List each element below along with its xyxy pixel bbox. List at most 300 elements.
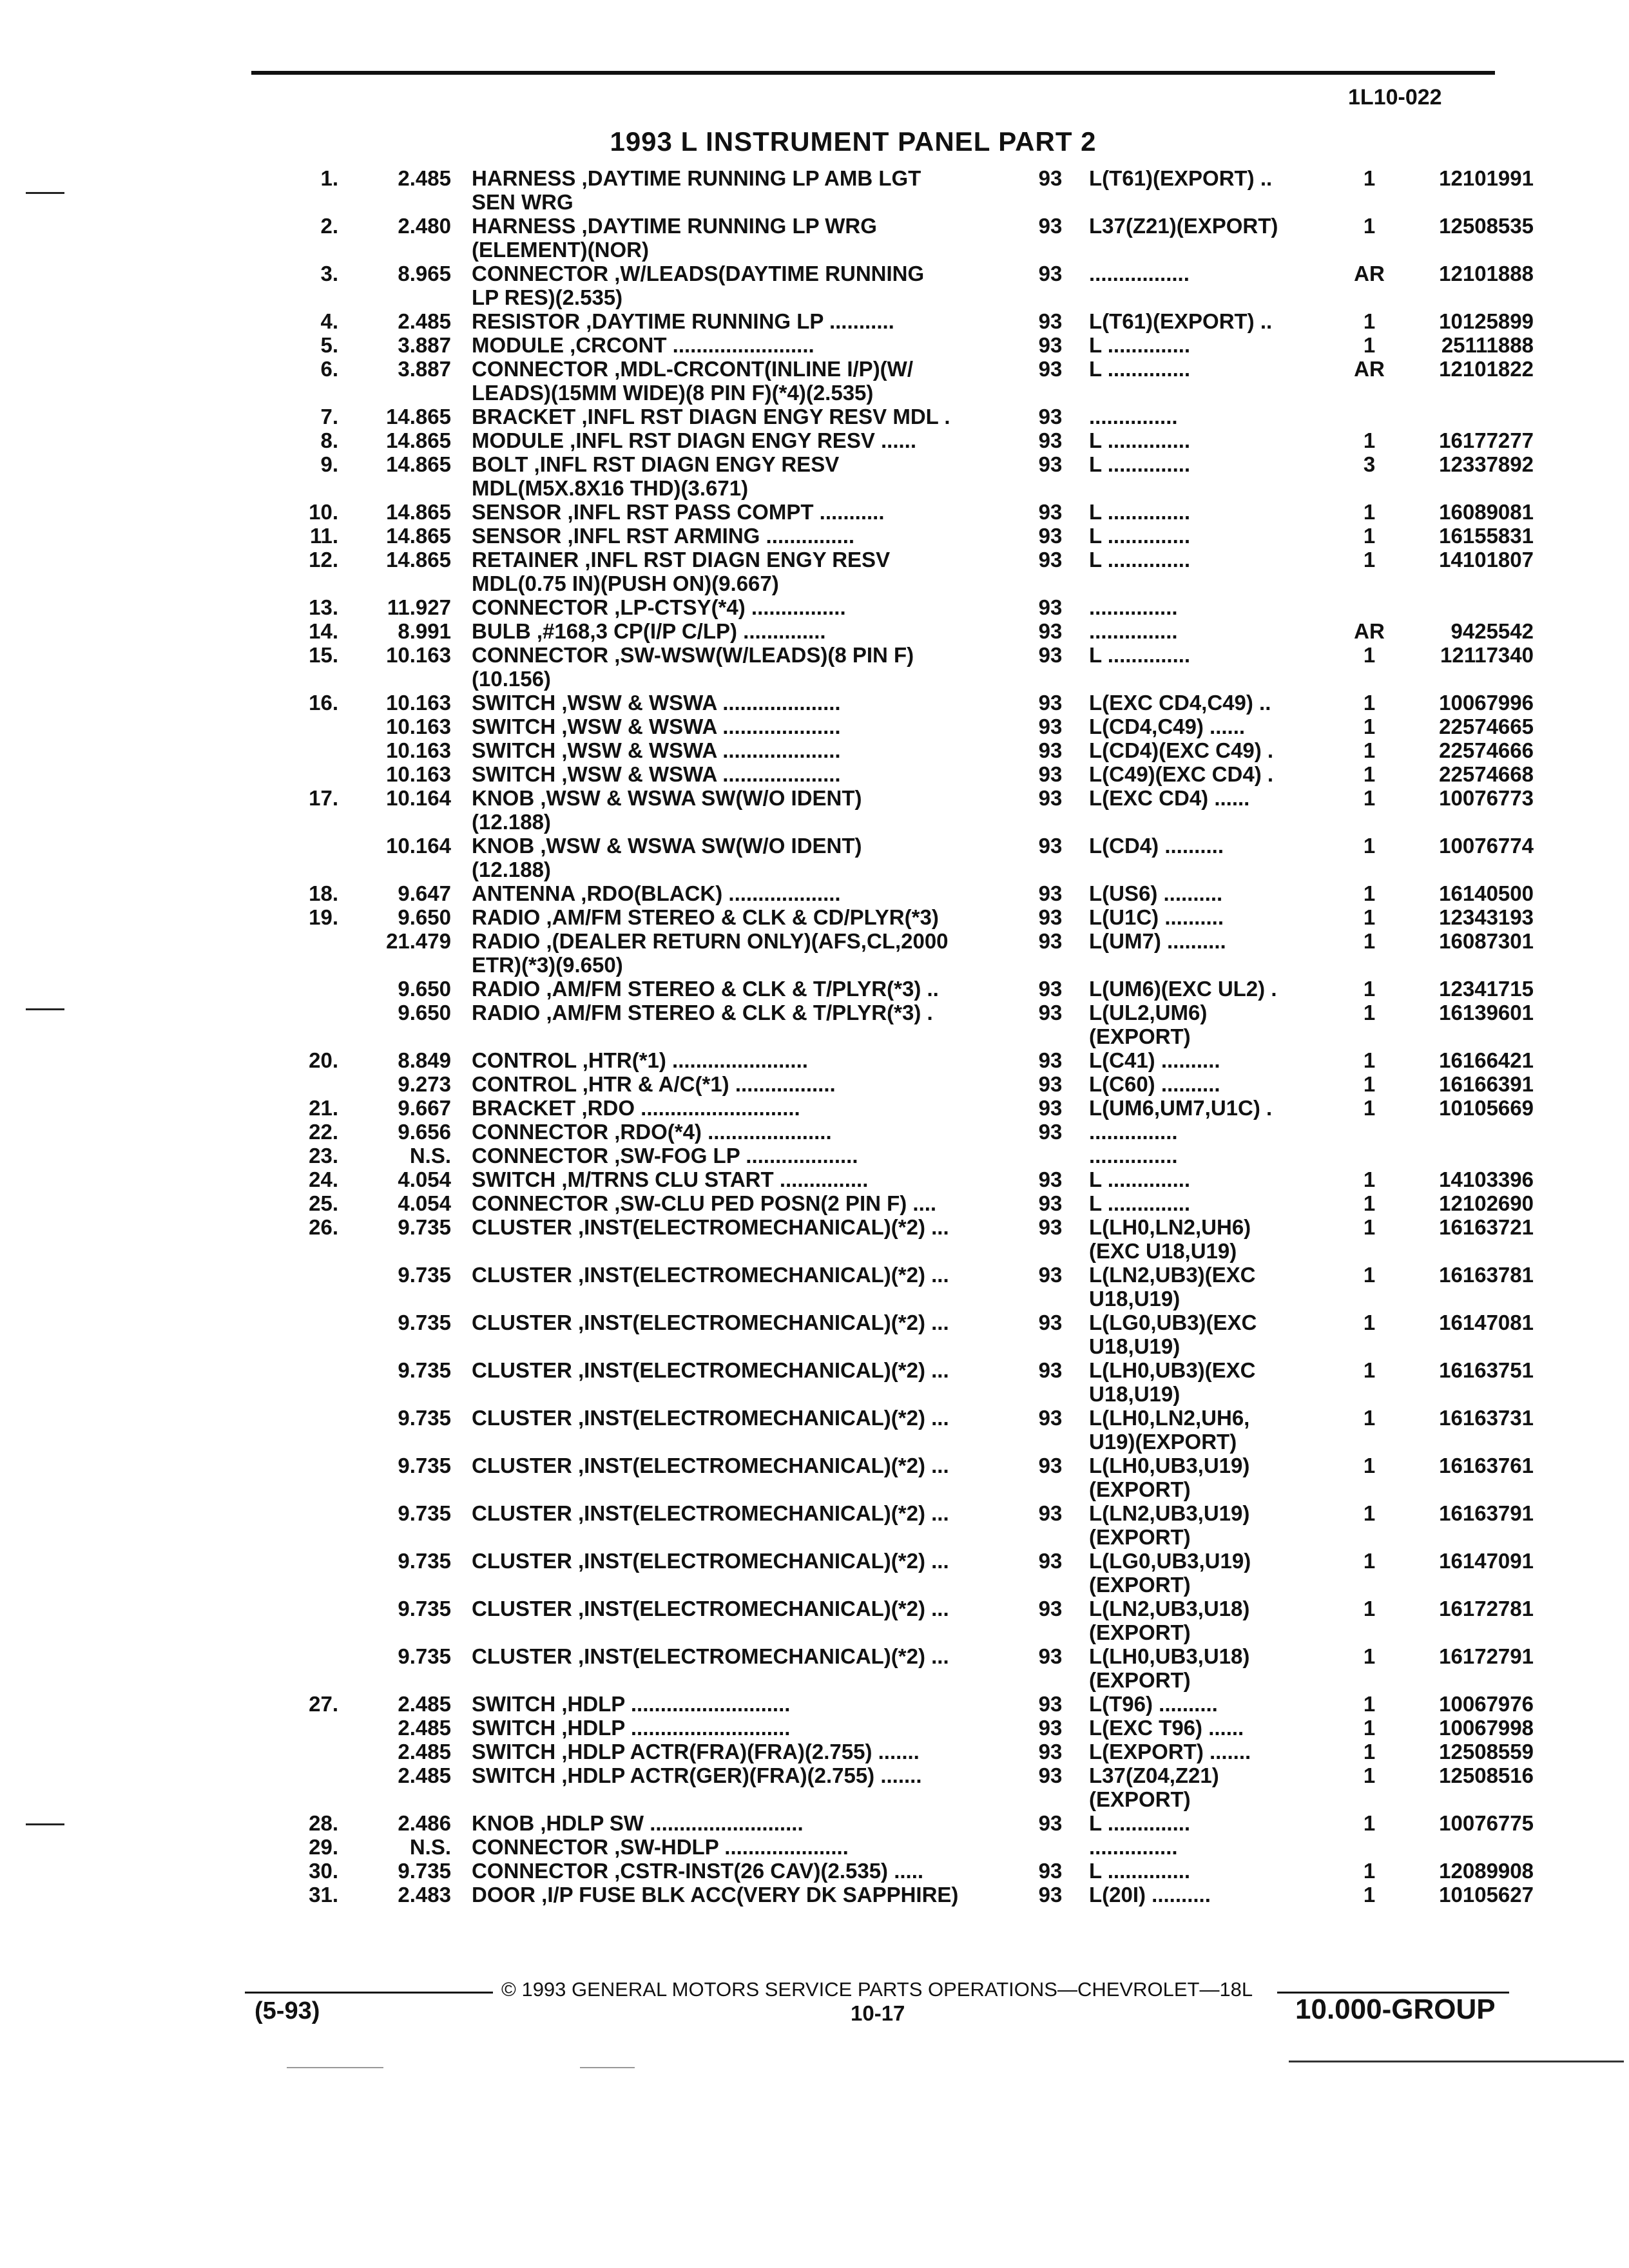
- part-number: 10105669: [1439, 1096, 1534, 1120]
- table-row: [0, 881, 1629, 905]
- year: 93: [1038, 1072, 1063, 1096]
- description: CLUSTER ,INST(ELECTROMECHANICAL)(*2) ...: [472, 1597, 949, 1620]
- table-row: [0, 357, 1629, 381]
- part-number: [1398, 285, 1534, 309]
- section-number: 10.163: [386, 738, 451, 762]
- item-number: 3.: [320, 262, 338, 285]
- part-number: [1398, 810, 1534, 834]
- description: SWITCH ,M/TRNS CLU START ...............: [472, 1168, 869, 1191]
- section-number: [0, 667, 451, 691]
- part-number: 10076775: [1439, 1811, 1534, 1835]
- table-row: [0, 190, 1629, 214]
- application: L ..............: [1089, 1859, 1191, 1883]
- part-number: 16140500: [1439, 881, 1534, 905]
- section-number: [0, 1430, 451, 1454]
- quantity: 1: [1363, 929, 1376, 953]
- quantity: 1: [1363, 500, 1376, 524]
- year: 93: [1038, 452, 1063, 476]
- quantity: 1: [1363, 881, 1376, 905]
- part-number: 16147091: [1439, 1549, 1534, 1573]
- table-row: [0, 810, 1629, 834]
- application: [1089, 667, 1340, 691]
- application: L(C60) ..........: [1089, 1072, 1220, 1096]
- section-number: [0, 1668, 451, 1692]
- table-row: [0, 476, 1629, 500]
- quantity: 1: [1363, 1311, 1376, 1334]
- section-number: N.S.: [409, 1835, 451, 1859]
- quantity: 1: [1363, 1549, 1376, 1573]
- description: MODULE ,CRCONT ........................: [472, 333, 815, 357]
- table-row: [0, 1120, 1629, 1144]
- item-number: 16.: [309, 691, 338, 715]
- part-number: 16163761: [1439, 1454, 1534, 1477]
- part-number: 12508559: [1439, 1740, 1534, 1763]
- application: ...............: [1089, 1144, 1178, 1168]
- table-row: [0, 953, 1629, 977]
- part-number: 12102690: [1439, 1191, 1534, 1215]
- table-row: [0, 1477, 1629, 1501]
- description: SWITCH ,HDLP ...........................: [472, 1716, 791, 1740]
- table-row: [0, 1311, 1629, 1334]
- application: [1089, 953, 1340, 977]
- table-row: [0, 1597, 1629, 1620]
- part-number: [1398, 1024, 1534, 1048]
- description: CLUSTER ,INST(ELECTROMECHANICAL)(*2) ...: [472, 1501, 949, 1525]
- part-number: 16163791: [1439, 1501, 1534, 1525]
- section-number: 9.735: [398, 1263, 451, 1287]
- description: [451, 1287, 1012, 1311]
- table-row: [0, 1287, 1629, 1311]
- description: [451, 1024, 1012, 1048]
- application: L ..............: [1089, 357, 1191, 381]
- description: CLUSTER ,INST(ELECTROMECHANICAL)(*2) ...: [472, 1454, 949, 1477]
- part-number: 16089081: [1439, 500, 1534, 524]
- application: (EXPORT): [1089, 1668, 1191, 1692]
- year: 93: [1038, 500, 1063, 524]
- table-row: [0, 1501, 1629, 1525]
- item-number: 15.: [309, 643, 338, 667]
- year: 93: [1038, 333, 1063, 357]
- table-row: [0, 214, 1629, 238]
- quantity: [1340, 1668, 1398, 1692]
- description: SENSOR ,INFL RST ARMING ...............: [472, 524, 855, 548]
- section-number: 9.650: [398, 905, 451, 929]
- description: CONNECTOR ,SW-HDLP .....................: [472, 1835, 849, 1859]
- quantity: 1: [1363, 548, 1376, 572]
- part-number: 10105627: [1439, 1883, 1534, 1907]
- year: [1012, 1024, 1089, 1048]
- table-row: [0, 1883, 1629, 1907]
- year: [1012, 1835, 1089, 1859]
- quantity: 1: [1363, 1597, 1376, 1620]
- table-row: [0, 1239, 1629, 1263]
- table-row: [0, 524, 1629, 548]
- quantity: 1: [1363, 643, 1376, 667]
- year: [1012, 285, 1089, 309]
- item-number: 14.: [309, 619, 338, 643]
- description: MDL(M5X.8X16 THD)(3.671): [472, 476, 749, 500]
- table-row: [0, 500, 1629, 524]
- application: L ..............: [1089, 1168, 1191, 1191]
- quantity: 1: [1363, 1716, 1376, 1740]
- section-number: [0, 858, 451, 881]
- application: L(CD4) ..........: [1089, 834, 1224, 858]
- item-number: 26.: [309, 1215, 338, 1239]
- part-number: 16147081: [1439, 1311, 1534, 1334]
- table-row: [0, 1787, 1629, 1811]
- part-number: 12117340: [1440, 643, 1534, 667]
- description: CONNECTOR ,SW-FOG LP ...................: [472, 1144, 858, 1168]
- table-row: [0, 1573, 1629, 1597]
- application: L(LG0,UB3)(EXC: [1089, 1311, 1257, 1334]
- application: L(C41) ..........: [1089, 1048, 1220, 1072]
- table-row: [0, 905, 1629, 929]
- application: .................: [1089, 262, 1190, 285]
- part-number: [1398, 953, 1534, 977]
- year: 93: [1038, 1311, 1063, 1334]
- section-number: [0, 285, 451, 309]
- part-number: 14101807: [1439, 548, 1534, 572]
- section-number: 14.865: [386, 548, 451, 572]
- year: 93: [1038, 1096, 1063, 1120]
- section-number: 14.865: [386, 452, 451, 476]
- quantity: 1: [1363, 738, 1376, 762]
- quantity: [1340, 1620, 1398, 1644]
- application: (EXPORT): [1089, 1477, 1191, 1501]
- application: L(LH0,UB3,U19): [1089, 1454, 1250, 1477]
- quantity: 1: [1363, 715, 1376, 738]
- description: SWITCH ,WSW & WSWA ....................: [472, 738, 841, 762]
- table-row: [0, 1048, 1629, 1072]
- table-row: [0, 428, 1629, 452]
- section-number: 9.735: [398, 1215, 451, 1239]
- section-number: 9.735: [398, 1454, 451, 1477]
- item-number: 4.: [320, 309, 338, 333]
- part-number: 16163731: [1439, 1406, 1534, 1430]
- application: L(T61)(EXPORT) ..: [1089, 166, 1273, 190]
- quantity: [1340, 285, 1398, 309]
- part-number: [1398, 1430, 1534, 1454]
- part-number: [1398, 1835, 1534, 1859]
- part-number: 9425542: [1451, 619, 1534, 643]
- footer-group: 10.000-GROUP: [1295, 1994, 1496, 2025]
- year: 93: [1038, 1358, 1063, 1382]
- application: L(T61)(EXPORT) ..: [1089, 309, 1273, 333]
- part-number: [1398, 1620, 1534, 1644]
- description: CLUSTER ,INST(ELECTROMECHANICAL)(*2) ...: [472, 1549, 949, 1573]
- part-number: 12341715: [1439, 977, 1534, 1001]
- section-number: [0, 572, 451, 595]
- part-number: [1398, 1239, 1534, 1263]
- part-number: [1398, 1668, 1534, 1692]
- part-number: [1398, 190, 1534, 214]
- table-row: [0, 1716, 1629, 1740]
- item-number: 5.: [320, 333, 338, 357]
- table-row: [0, 1525, 1629, 1549]
- year: 93: [1038, 619, 1063, 643]
- part-number: [1398, 1382, 1534, 1406]
- table-row: [0, 1072, 1629, 1096]
- part-number: 12337892: [1439, 452, 1534, 476]
- year: [1012, 1573, 1089, 1597]
- application: [1089, 285, 1340, 309]
- year: [1012, 667, 1089, 691]
- application: (EXPORT): [1089, 1573, 1191, 1597]
- application: [1089, 476, 1340, 500]
- description: DOOR ,I/P FUSE BLK ACC(VERY DK SAPPHIRE): [472, 1883, 959, 1907]
- section-number: 9.647: [398, 881, 451, 905]
- section-number: [0, 381, 451, 405]
- quantity: [1340, 238, 1398, 262]
- item-number: 2.: [320, 214, 338, 238]
- quantity: [1340, 476, 1398, 500]
- application: L(UL2,UM6): [1089, 1001, 1208, 1024]
- item-number: 30.: [309, 1859, 338, 1883]
- section-number: 14.865: [386, 500, 451, 524]
- part-number: [1398, 1287, 1534, 1311]
- table-row: [0, 238, 1629, 262]
- quantity: [1340, 858, 1398, 881]
- description: [451, 1787, 1012, 1811]
- part-number: [1398, 1787, 1534, 1811]
- application: ...............: [1089, 619, 1178, 643]
- description: [451, 1620, 1012, 1644]
- description: BOLT ,INFL RST DIAGN ENGY RESV: [472, 452, 840, 476]
- parts-list: [0, 166, 1629, 1907]
- section-number: 14.865: [386, 405, 451, 428]
- quantity: 1: [1363, 1263, 1376, 1287]
- quantity: [1340, 1239, 1398, 1263]
- part-number: 12101822: [1439, 357, 1534, 381]
- table-row: [0, 1263, 1629, 1287]
- year: 93: [1038, 1263, 1063, 1287]
- application: L(EXC CD4) ......: [1089, 786, 1250, 810]
- section-number: 2.485: [398, 1716, 451, 1740]
- year: 93: [1038, 1120, 1063, 1144]
- year: 93: [1038, 1454, 1063, 1477]
- description: CONNECTOR ,MDL-CRCONT(INLINE I/P)(W/: [472, 357, 913, 381]
- section-number: [0, 1620, 451, 1644]
- year: [1012, 1525, 1089, 1549]
- table-row: [0, 381, 1629, 405]
- year: [1012, 238, 1089, 262]
- section-number: 2.485: [398, 166, 451, 190]
- quantity: 1: [1363, 905, 1376, 929]
- description: CLUSTER ,INST(ELECTROMECHANICAL)(*2) ...: [472, 1263, 949, 1287]
- quantity: 1: [1363, 834, 1376, 858]
- application: U19)(EXPORT): [1089, 1430, 1237, 1454]
- year: 93: [1038, 357, 1063, 381]
- description: BULB ,#168,3 CP(I/P C/LP) ..............: [472, 619, 826, 643]
- quantity: AR: [1354, 357, 1385, 381]
- binder-hole-mark: [26, 1823, 64, 1825]
- year: 93: [1038, 1811, 1063, 1835]
- year: 93: [1038, 548, 1063, 572]
- table-row: [0, 309, 1629, 333]
- year: [1012, 1477, 1089, 1501]
- section-number: [0, 1525, 451, 1549]
- section-number: [0, 1787, 451, 1811]
- application: L(CD4,C49) ......: [1089, 715, 1246, 738]
- table-row: [0, 166, 1629, 190]
- table-row: [0, 1740, 1629, 1763]
- description: KNOB ,HDLP SW ..........................: [472, 1811, 804, 1835]
- table-row: [0, 1668, 1629, 1692]
- quantity: 1: [1363, 1501, 1376, 1525]
- application: [1089, 858, 1340, 881]
- description: SWITCH ,HDLP ACTR(FRA)(FRA)(2.755) .......: [472, 1740, 920, 1763]
- quantity: [1340, 1477, 1398, 1501]
- description: CLUSTER ,INST(ELECTROMECHANICAL)(*2) ...: [472, 1406, 949, 1430]
- table-row: [0, 1811, 1629, 1835]
- application: (EXC U18,U19): [1089, 1239, 1237, 1263]
- year: 93: [1038, 1740, 1063, 1763]
- part-number: 14103396: [1439, 1168, 1534, 1191]
- quantity: 1: [1363, 1859, 1376, 1883]
- part-number: [1398, 572, 1534, 595]
- year: 93: [1038, 1501, 1063, 1525]
- table-row: [0, 1215, 1629, 1239]
- description: CONNECTOR ,W/LEADS(DAYTIME RUNNING: [472, 262, 925, 285]
- section-number: 10.163: [386, 762, 451, 786]
- table-row: [0, 643, 1629, 667]
- section-number: 9.735: [398, 1406, 451, 1430]
- table-row: [0, 548, 1629, 572]
- table-row: [0, 285, 1629, 309]
- year: 93: [1038, 1644, 1063, 1668]
- application: L ..............: [1089, 500, 1191, 524]
- item-number: 25.: [309, 1191, 338, 1215]
- table-row: [0, 786, 1629, 810]
- table-row: [0, 1644, 1629, 1668]
- application: [1089, 190, 1340, 214]
- year: 93: [1038, 166, 1063, 190]
- table-row: [0, 1454, 1629, 1477]
- section-number: 14.865: [386, 524, 451, 548]
- part-number: 16166391: [1439, 1072, 1534, 1096]
- quantity: 1: [1363, 1096, 1376, 1120]
- description: CONNECTOR ,CSTR-INST(26 CAV)(2.535) .....: [472, 1859, 924, 1883]
- item-number: 27.: [309, 1692, 338, 1716]
- application: L ..............: [1089, 428, 1191, 452]
- part-number: [1398, 1477, 1534, 1501]
- part-number: 12089908: [1439, 1859, 1534, 1883]
- part-number: 12101888: [1439, 262, 1534, 285]
- application: ...............: [1089, 595, 1178, 619]
- item-number: 31.: [309, 1883, 338, 1907]
- application: L(EXPORT) .......: [1089, 1740, 1251, 1763]
- year: 93: [1038, 1215, 1063, 1239]
- year: 93: [1038, 1883, 1063, 1907]
- quantity: 1: [1363, 1454, 1376, 1477]
- quantity: [1340, 667, 1398, 691]
- table-row: [0, 1859, 1629, 1883]
- section-number: 3.887: [398, 333, 451, 357]
- application: L(LH0,UB3,U18): [1089, 1644, 1250, 1668]
- application: (EXPORT): [1089, 1024, 1191, 1048]
- part-number: [1398, 238, 1534, 262]
- part-number: 12343193: [1439, 905, 1534, 929]
- part-number: [1398, 595, 1534, 619]
- part-number: 22574668: [1439, 762, 1534, 786]
- quantity: 1: [1363, 1883, 1376, 1907]
- section-number: 8.991: [398, 619, 451, 643]
- description: SWITCH ,HDLP ACTR(GER)(FRA)(2.755) .......: [472, 1763, 922, 1787]
- description: RESISTOR ,DAYTIME RUNNING LP ...........: [472, 309, 894, 333]
- section-number: 10.163: [386, 715, 451, 738]
- section-number: 3.887: [398, 357, 451, 381]
- section-number: 9.273: [398, 1072, 451, 1096]
- quantity: 1: [1363, 1692, 1376, 1716]
- table-row: [0, 1144, 1629, 1168]
- section-number: 9.735: [398, 1859, 451, 1883]
- quantity: [1340, 1120, 1398, 1144]
- item-number: 22.: [309, 1120, 338, 1144]
- quantity: 1: [1363, 1191, 1376, 1215]
- description: RADIO ,AM/FM STEREO & CLK & T/PLYR(*3) ..: [472, 977, 939, 1001]
- part-number: [1398, 1334, 1534, 1358]
- section-number: 10.164: [386, 834, 451, 858]
- table-row: [0, 1191, 1629, 1215]
- year: [1012, 476, 1089, 500]
- year: [1012, 1239, 1089, 1263]
- table-row: [0, 977, 1629, 1001]
- description: MODULE ,INFL RST DIAGN ENGY RESV ......: [472, 428, 917, 452]
- part-number: 12508535: [1439, 214, 1534, 238]
- year: 93: [1038, 262, 1063, 285]
- quantity: [1340, 190, 1398, 214]
- section-number: 8.965: [398, 262, 451, 285]
- section-number: 9.735: [398, 1644, 451, 1668]
- footer-copyright: © 1993 GENERAL MOTORS SERVICE PARTS OPERATIONS—CHEVROLET—18L: [501, 1978, 1253, 2001]
- section-number: [0, 1334, 451, 1358]
- year: 93: [1038, 309, 1063, 333]
- year: 93: [1038, 1597, 1063, 1620]
- quantity: 1: [1363, 214, 1376, 238]
- quantity: [1340, 405, 1398, 428]
- application: L(20I) ..........: [1089, 1883, 1211, 1907]
- application: [1089, 238, 1340, 262]
- application: L(UM7) ..........: [1089, 929, 1226, 953]
- application: L(EXC CD4,C49) ..: [1089, 691, 1271, 715]
- table-row: [0, 1334, 1629, 1358]
- description: RETAINER ,INFL RST DIAGN ENGY RESV: [472, 548, 891, 572]
- description: LP RES)(2.535): [472, 285, 623, 309]
- part-number: 10067996: [1439, 691, 1534, 715]
- binder-hole-mark: [26, 1008, 64, 1010]
- description: MDL(0.75 IN)(PUSH ON)(9.667): [472, 572, 779, 595]
- description: SENSOR ,INFL RST PASS COMPT ...........: [472, 500, 885, 524]
- application: L(LN2,UB3,U19): [1089, 1501, 1250, 1525]
- item-number: 13.: [309, 595, 338, 619]
- section-number: [0, 1573, 451, 1597]
- item-number: 21.: [309, 1096, 338, 1120]
- table-row: [0, 1096, 1629, 1120]
- table-row: [0, 572, 1629, 595]
- part-number: 16087301: [1439, 929, 1534, 953]
- quantity: [1340, 1334, 1398, 1358]
- quantity: [1340, 1287, 1398, 1311]
- description: CONNECTOR ,SW-WSW(W/LEADS)(8 PIN F): [472, 643, 914, 667]
- section-number: 2.486: [398, 1811, 451, 1835]
- section-number: 9.650: [398, 1001, 451, 1024]
- item-number: 7.: [320, 405, 338, 428]
- part-number: 16163781: [1439, 1263, 1534, 1287]
- section-number: [0, 1239, 451, 1263]
- part-number: [1398, 405, 1534, 428]
- footer-rule-left: [245, 1992, 493, 1994]
- application: (EXPORT): [1089, 1620, 1191, 1644]
